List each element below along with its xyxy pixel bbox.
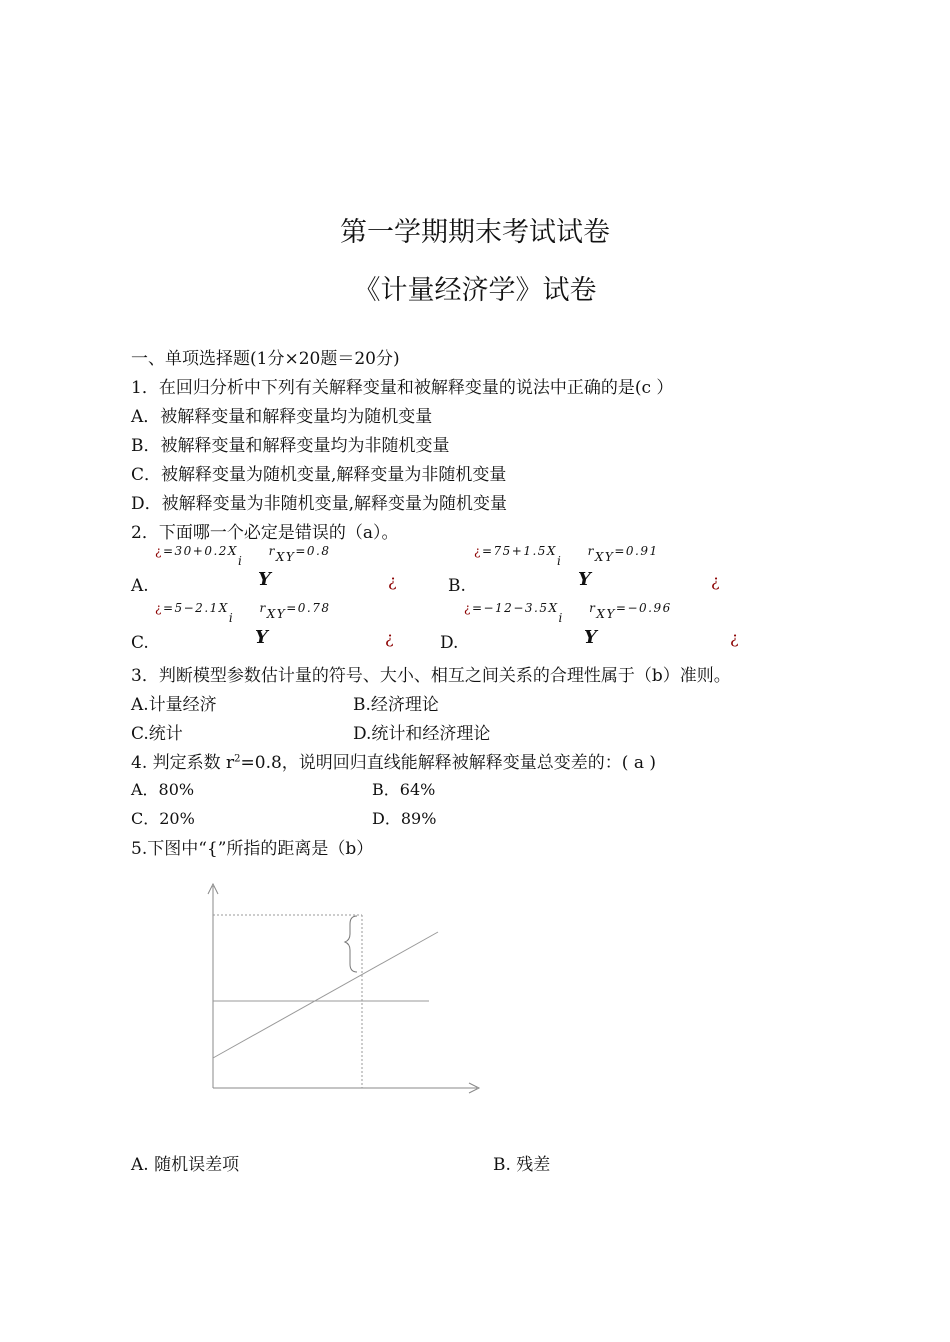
question-3-stem: 3．判断模型参数估计量的符号、大小、相互之间关系的合理性属于（b）准则。 — [131, 666, 731, 686]
question-2-stem: 2．下面哪一个必定是错误的（a）。 — [131, 523, 399, 543]
q2-option-d-y: Y — [584, 627, 597, 648]
q2-option-b-y: Y — [578, 569, 591, 590]
question-5-option-a: A. 随机误差项 — [131, 1155, 240, 1175]
q2-option-b-equation — [474, 544, 659, 568]
q2-option-b-label: B. — [448, 576, 466, 596]
question-3-option-c: C.统计 — [131, 724, 183, 744]
r-value: =0.8 — [295, 544, 331, 558]
q2-option-c-equation — [155, 601, 331, 625]
hat-glyph: ¿ — [474, 544, 482, 558]
r-symbol: r — [259, 601, 267, 615]
question-3-option-b: B.经济理论 — [353, 695, 439, 715]
equation-text: =−12−3.5X — [471, 601, 559, 615]
subscript-xy: XY — [275, 550, 296, 564]
q2-option-a-mark: ¿ — [388, 571, 397, 590]
question-1-option-b: B．被解释变量和解释变量均为非随机变量 — [131, 436, 450, 456]
subscript-i: i — [558, 611, 564, 625]
q2-option-d-label: D. — [440, 633, 459, 653]
equation-text: =75+1.5X — [481, 544, 557, 558]
r-symbol: r — [589, 601, 597, 615]
q2-option-a-label: A. — [131, 576, 149, 596]
q2-option-d-mark: ¿ — [730, 628, 739, 647]
regression-diagram — [195, 878, 485, 1098]
r-symbol: r — [268, 544, 276, 558]
subscript-i: i — [556, 554, 563, 568]
page-title: 第一学期期末考试试卷 — [340, 217, 610, 248]
regression-line — [213, 932, 438, 1058]
subscript-i: i — [228, 611, 235, 625]
q2-option-a-y: Y — [258, 569, 271, 590]
question-5-stem: 5.下图中“{”所指的距离是（b） — [131, 839, 374, 859]
subscript-xy: XY — [266, 607, 287, 621]
subscript-xy: XY — [596, 607, 616, 621]
q2-option-c-y: Y — [255, 627, 268, 648]
section-heading: 一、单项选择题(1分×20题＝20分) — [131, 349, 400, 369]
hat-glyph: ¿ — [464, 601, 472, 615]
q2-option-a-equation — [155, 544, 331, 568]
question-4-option-a: A．80% — [131, 780, 195, 799]
question-3-option-a: A.计量经济 — [131, 695, 217, 715]
brace-icon — [345, 916, 357, 972]
equation-text: =5−2.1X — [162, 601, 229, 615]
question-4-stem-part1: 4. 判定系数 r — [131, 753, 235, 773]
q2-option-d-equation — [464, 601, 672, 625]
r-value: =−0.96 — [615, 601, 672, 615]
subscript-xy: XY — [594, 550, 615, 564]
question-4-stem — [131, 748, 656, 773]
page-subtitle: 《计量经济学》试卷 — [353, 275, 597, 306]
r-value: =0.78 — [286, 601, 331, 615]
question-1-option-c: C．被解释变量为随机变量,解释变量为非随机变量 — [131, 465, 507, 485]
question-5-option-b: B. 残差 — [493, 1155, 551, 1175]
q2-option-b-mark: ¿ — [711, 571, 720, 590]
subscript-i: i — [237, 554, 244, 568]
question-4-superscript: 2 — [234, 753, 241, 765]
question-4-stem-part2: =0.8，说明回归直线能解释被解释变量总变差的：( a ) — [240, 753, 657, 773]
hat-glyph: ¿ — [155, 544, 163, 558]
question-4-option-d: D．89% — [372, 809, 437, 828]
equation-text: =30+0.2X — [162, 544, 238, 558]
r-value: =0.91 — [614, 544, 659, 558]
question-1-option-d: D．被解释变量为非随机变量,解释变量为随机变量 — [131, 494, 508, 514]
question-1-option-a: A．被解释变量和解释变量均为随机变量 — [131, 407, 433, 427]
question-1-stem: 1．在回归分析中下列有关解释变量和被解释变量的说法中正确的是(c ） — [131, 378, 674, 398]
question-4-option-c: C．20% — [131, 809, 195, 828]
q2-option-c-label: C. — [131, 633, 149, 653]
question-4-option-b: B．64% — [372, 780, 436, 799]
q2-option-c-mark: ¿ — [385, 628, 394, 647]
r-symbol: r — [587, 544, 595, 558]
question-3-option-d: D.统计和经济理论 — [353, 724, 491, 744]
hat-glyph: ¿ — [155, 601, 163, 615]
